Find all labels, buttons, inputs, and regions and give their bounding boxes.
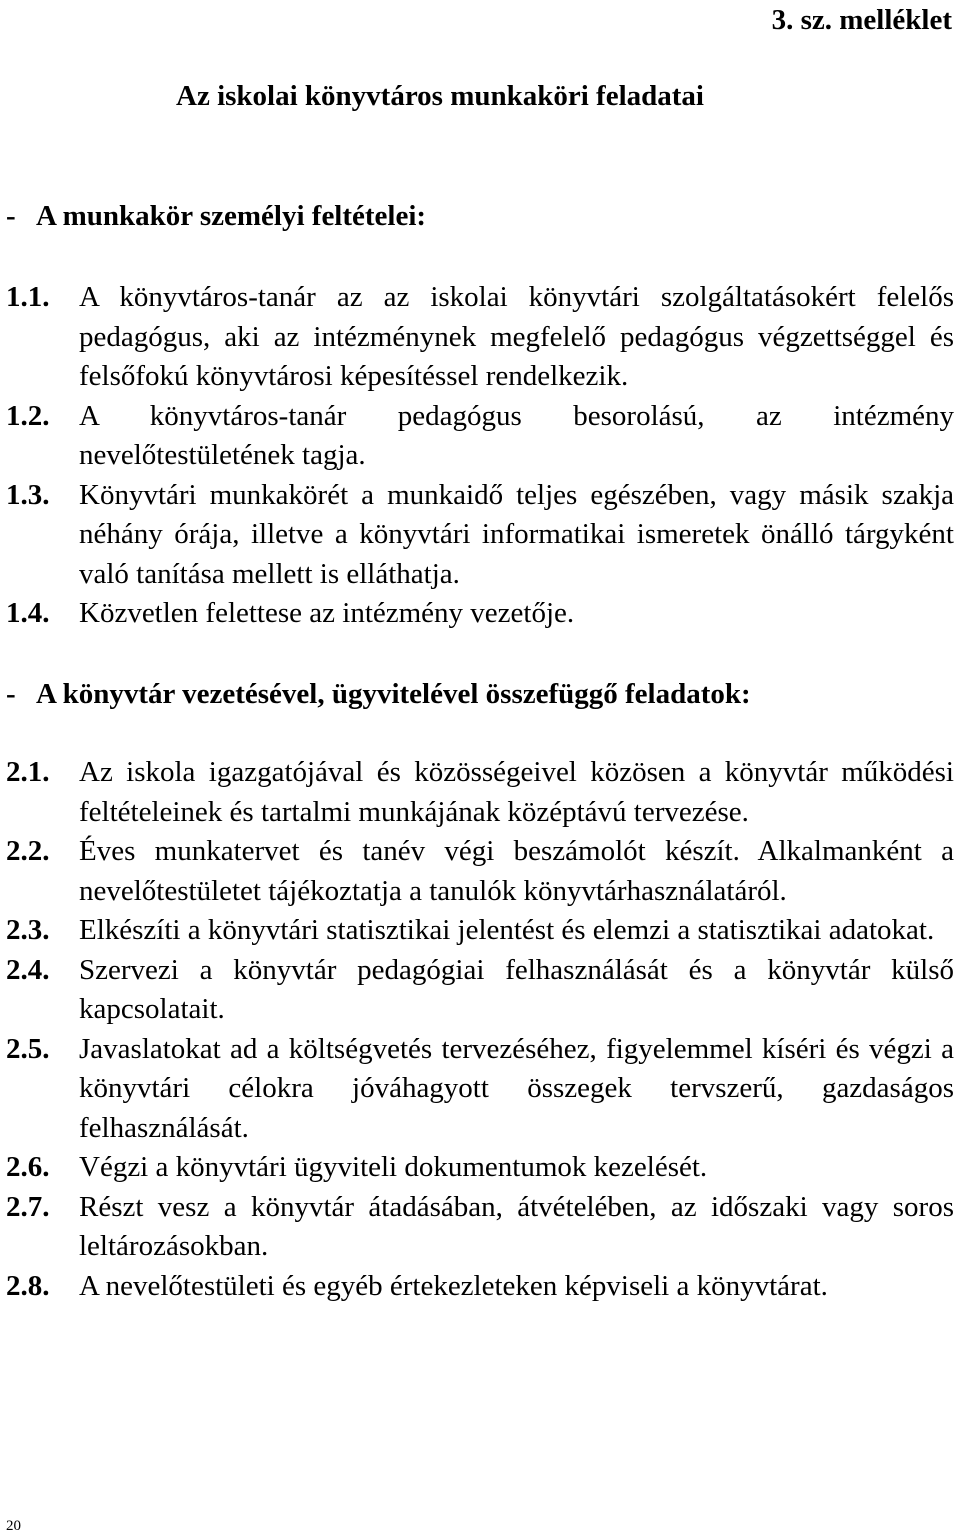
list-item-2-1 — [6, 753, 954, 832]
item-text: Javaslatokat ad a költségvetés tervezéséhez, figyelemmel kíséri és végzi a könyvtári célokra jóváhagyott összegek tervszerű, gazdaságos felhasználását. — [79, 1032, 954, 1144]
list-item-2-6 — [6, 1148, 954, 1188]
item-text: Közvetlen felettese az intézmény vezetője. — [79, 597, 575, 629]
list-item-1-4 — [6, 594, 954, 634]
item-number: 1.4. — [6, 597, 50, 629]
section-1-heading — [6, 198, 426, 234]
item-number: 2.4. — [6, 953, 50, 986]
section-1-dash: - — [6, 200, 16, 232]
section-1-heading-text: A munkakör személyi feltételei: — [36, 200, 427, 232]
item-text: Az iskola igazgatójával és közösségeivel közösen a könyvtár működési feltételeinek és tartalmi munkájának középtávú tervezése. — [79, 756, 954, 828]
item-text: Elkészíti a könyvtári statisztikai jelentést és elemzi a statisztikai adatokat. — [79, 914, 935, 946]
item-text: A könyvtáros-tanár pedagógus besorolású, az intézmény nevelőtestületének tagja. — [79, 399, 954, 471]
item-number: 1.1. — [6, 281, 50, 313]
item-text: Végzi a könyvtári ügyviteli dokumentumok kezelését. — [79, 1151, 708, 1183]
item-number: 2.1. — [6, 756, 50, 788]
list-item-2-3 — [6, 911, 954, 951]
list-item-2-8 — [6, 1267, 954, 1307]
item-number: 2.6. — [6, 1151, 50, 1183]
item-text: Szervezi a könyvtár pedagógiai felhasználását és a könyvtár külső kapcsolatait. — [79, 953, 954, 1025]
document-title: Az iskolai könyvtáros munkaköri feladatai — [176, 80, 704, 112]
item-number: 2.8. — [6, 1269, 50, 1302]
page-number: 20 — [6, 1518, 21, 1534]
list-item-1-1 — [6, 278, 954, 397]
section-2-dash: - — [6, 678, 16, 710]
item-number: 2.5. — [6, 1032, 50, 1065]
section-2-heading — [6, 676, 751, 712]
item-text: Részt vesz a könyvtár átadásában, átvételében, az időszaki vagy soros leltározásokban. — [79, 1190, 954, 1262]
item-number: 2.3. — [6, 914, 50, 946]
item-number: 1.2. — [6, 399, 50, 432]
item-text: Éves munkatervet és tanév végi beszámolót készít. Alkalmanként a nevelőtestületet tájékoztatja a tanulók könyvtárhasználatáról. — [79, 835, 954, 907]
item-text: A könyvtáros-tanár az az iskolai könyvtári szolgáltatásokért felelős pedagógus, aki az intézménynek megfelelő pedagógus végzettséggel és felsőfokú könyvtárosi képesítéssel rendelkezik. — [79, 281, 954, 392]
item-number: 1.3. — [6, 478, 50, 511]
section-2-list — [6, 753, 954, 1306]
list-item-2-5 — [6, 1030, 954, 1149]
item-number: 2.7. — [6, 1190, 50, 1223]
list-item-2-2 — [6, 832, 954, 911]
item-text: A nevelőtestületi és egyéb értekezleteken képviseli a könyvtárat. — [79, 1269, 828, 1302]
list-item-1-3 — [6, 476, 954, 595]
item-text: Könyvtári munkakörét a munkaidő teljes egészében, vagy másik szakja néhány órája, illetve a könyvtári informatikai ismeretek önálló tárgyként való tanítása mellett is elláthatja. — [79, 478, 954, 590]
list-item-2-7 — [6, 1188, 954, 1267]
section-2-heading-text: A könyvtár vezetésével, ügyvitelével összefüggő feladatok: — [36, 678, 751, 710]
list-item-1-2 — [6, 397, 954, 476]
item-number: 2.2. — [6, 835, 50, 867]
list-item-2-4 — [6, 951, 954, 1030]
section-1-list — [6, 278, 954, 634]
annex-label: 3. sz. melléklet — [771, 4, 952, 36]
